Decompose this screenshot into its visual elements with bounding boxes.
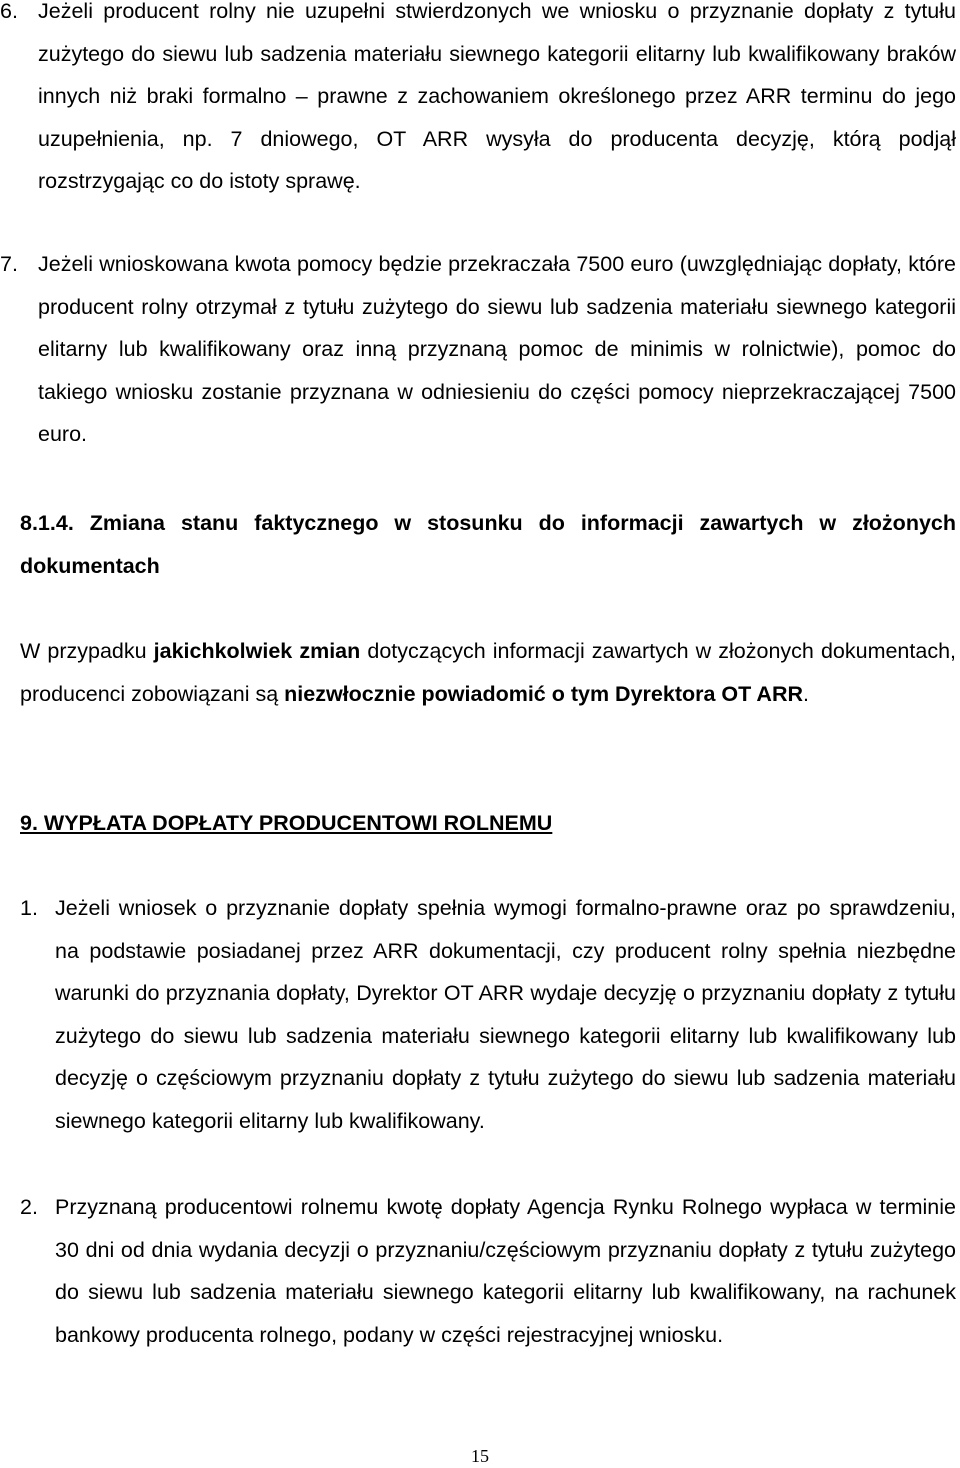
item-text: Przyznaną producentowi rolnemu kwotę dopłaty Agencja Rynku Rolnego wypłaca w terminie 30 dni od dnia wydania decyzji o przyznaniu/częściowym przyznaniu dopłaty z tytułu zużytego do siewu lub sadzenia materiału siewnego kategorii elitarny lub kwalifikowany, na rachunek bankowy producenta rolnego, podany w części rejestracyjnej wniosku.	[55, 1195, 956, 1347]
item-text: Jeżeli producent rolny nie uzupełni stwierdzonych we wniosku o przyznanie dopłaty z tytułu zużytego do siewu lub sadzenia materiału siewnego kategorii elitarny lub kwalifikowany braków innych niż braki formalno – prawne z zachowaniem określonego przez ARR terminu do jego uzupełnienia, np. 7 dniowego, OT ARR wysyła do producenta decyzję, którą podjął rozstrzygając co do istoty sprawę.	[38, 0, 956, 193]
body-bold-text: niezwłocznie powiadomić o tym Dyrektora OT ARR	[284, 681, 804, 706]
item-number: 2.	[20, 1195, 38, 1219]
section-heading: 8.1.4. Zmiana stanu faktycznego w stosunku do informacji zawartych w złożonych dokumentach	[20, 511, 956, 578]
section-heading	[20, 802, 956, 845]
section-body	[20, 630, 956, 715]
body-text: W przypadku	[20, 639, 154, 663]
body-text: .	[803, 681, 810, 706]
body-bold-text: jakichkolwiek zmian	[153, 639, 361, 663]
page-number: 15	[471, 1446, 489, 1466]
list-item-7	[0, 243, 956, 456]
item-number: 7.	[0, 252, 18, 276]
list-item	[20, 887, 956, 1142]
item-text: Jeżeli wnioskowana kwota pomocy będzie przekraczała 7500 euro (uwzględniając dopłaty, które producent rolny otrzymał z tytułu zużytego do siewu lub sadzenia materiału siewnego kategorii elitarny lub kwalifikowany oraz inną przyznaną pomoc de minimis w rolnictwie), pomoc do takiego wniosku zostanie przyznana w odniesieniu do części pomocy nieprzekraczającej 7500 euro.	[38, 252, 956, 446]
body-text: dotyczących informacji zawartych w złożonych dokumentach, producenci zobowiązani są	[20, 639, 957, 706]
item-number: 1.	[20, 896, 38, 920]
list-item-6	[0, 0, 956, 203]
item-number: 6.	[0, 0, 18, 23]
section-9-title: 9. WYPŁATA DOPŁATY PRODUCENTOWI ROLNEMU	[20, 811, 553, 835]
item-text: Jeżeli wniosek o przyznanie dopłaty spełnia wymogi formalno-prawne oraz po sprawdzeniu, na podstawie posiadanej przez ARR dokumentacji, czy producent rolny spełnia niezbędne warunki do przyznania dopłaty, Dyrektor OT ARR wydaje decyzję o przyznaniu dopłaty z tytułu zużytego do siewu lub sadzenia materiału siewnego kategorii elitarny lub kwalifikowany lub decyzję o częściowym przyznaniu dopłaty z tytułu zużytego do siewu lub sadzenia materiału siewnego kategorii elitarny lub kwalifikowany.	[55, 896, 956, 1133]
list-item	[20, 1186, 956, 1356]
